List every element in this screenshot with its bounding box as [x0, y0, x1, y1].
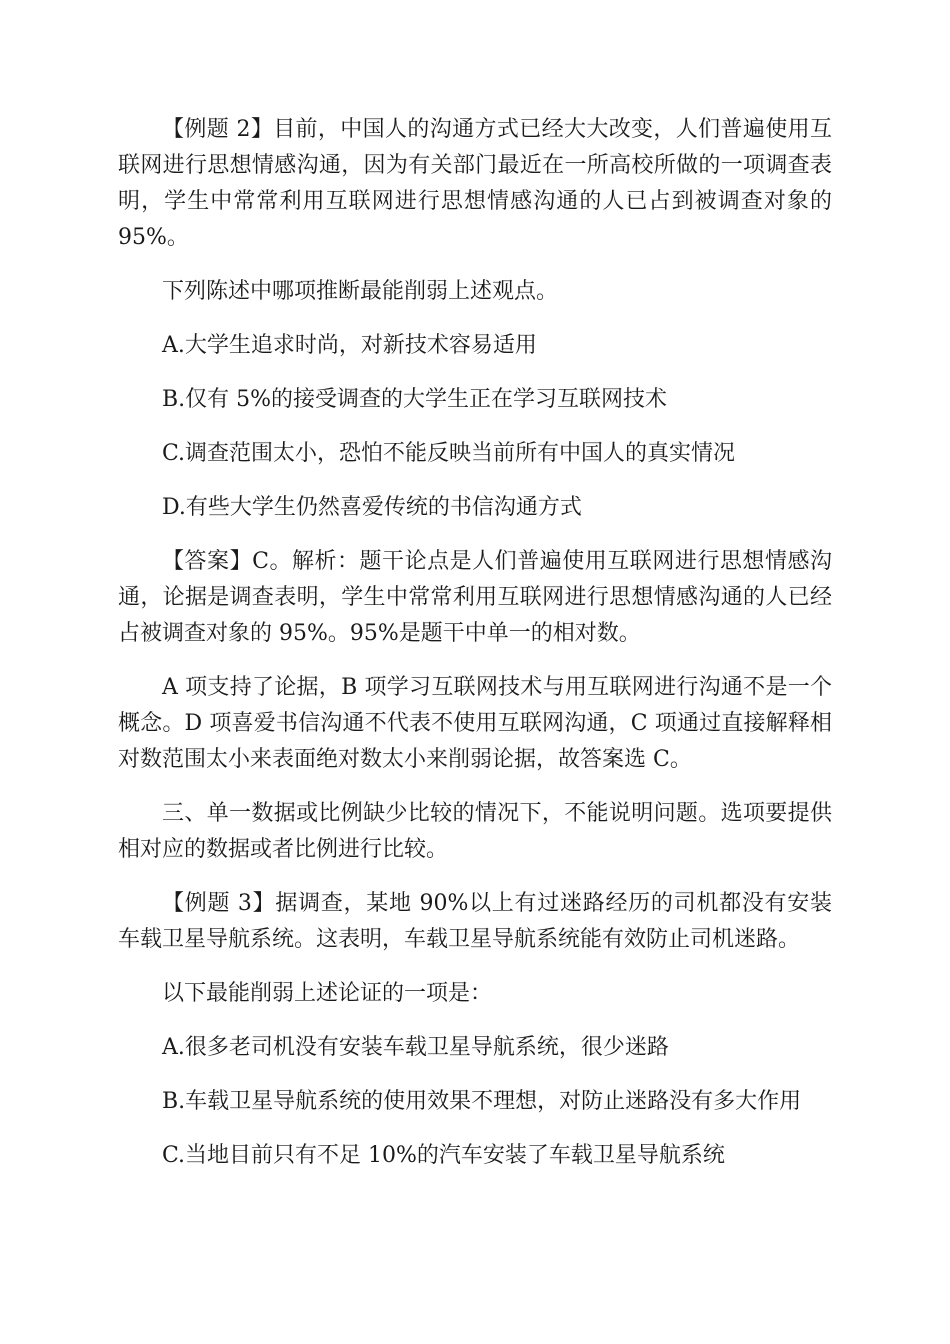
- spacer: [118, 418, 832, 436]
- example-3-option-c: C.当地目前只有不足 10%的汽车安装了车载卫星导航系统: [162, 1143, 725, 1168]
- spacer: [118, 256, 832, 274]
- example-2-question: 【例题 2】目前，中国人的沟通方式已经大大改变，人们普遍使用互联网进行思想情感沟通，因为有关部门最近在一所高校所做的一项调查表明，学生中常常利用互联网进行思想情感沟通的人已占到被调查对象的 95%。: [118, 117, 832, 250]
- spacer: [118, 1012, 832, 1030]
- example-2-option-b: B.仅有 5%的接受调查的大学生正在学习互联网技术: [162, 387, 668, 412]
- spacer: [118, 868, 832, 886]
- example-2-prompt: 下列陈述中哪项推断最能削弱上述观点。: [162, 279, 559, 304]
- example-2-analysis: A 项支持了论据，B 项学习互联网技术与用互联网进行沟通不是一个概念。D 项喜爱书信沟通不代表不使用互联网沟通，C 项通过直接解释相对数范围太小来表面绝对数太小来削弱论据，故答案选 C。: [118, 675, 832, 772]
- spacer: [118, 472, 832, 490]
- spacer: [118, 652, 832, 670]
- section-three-heading: 三、单一数据或比例缺少比较的情况下，不能说明问题。选项要提供相对应的数据或者比例进行比较。: [118, 801, 832, 862]
- example-2-answer: 【答案】C。解析：题干论点是人们普遍使用互联网进行思想情感沟通，论据是调查表明，学生中常常利用互联网进行思想情感沟通的人已经占被调查对象的 95%。95%是题干中单一的相对数。: [118, 549, 832, 646]
- example-3-option-b: B.车载卫星导航系统的使用效果不理想，对防止迷路没有多大作用: [162, 1089, 802, 1114]
- spacer: [118, 778, 832, 796]
- spacer: [118, 526, 832, 544]
- spacer: [118, 1066, 832, 1084]
- spacer: [118, 958, 832, 976]
- spacer: [118, 364, 832, 382]
- example-2-option-d: D.有些大学生仍然喜爱传统的书信沟通方式: [162, 495, 582, 520]
- example-2-option-c: C.调查范围太小，恐怕不能反映当前所有中国人的真实情况: [162, 441, 736, 466]
- spacer: [118, 1120, 832, 1138]
- spacer: [118, 310, 832, 328]
- example-3-option-a: A.很多老司机没有安装车载卫星导航系统，很少迷路: [162, 1035, 669, 1060]
- example-3-question: 【例题 3】据调查，某地 90%以上有过迷路经历的司机都没有安装车载卫星导航系统。这表明，车载卫星导航系统能有效防止司机迷路。: [118, 891, 832, 952]
- example-2-option-a: A.大学生追求时尚，对新技术容易适用: [162, 333, 537, 358]
- example-3-prompt: 以下最能削弱上述论证的一项是：: [162, 981, 493, 1006]
